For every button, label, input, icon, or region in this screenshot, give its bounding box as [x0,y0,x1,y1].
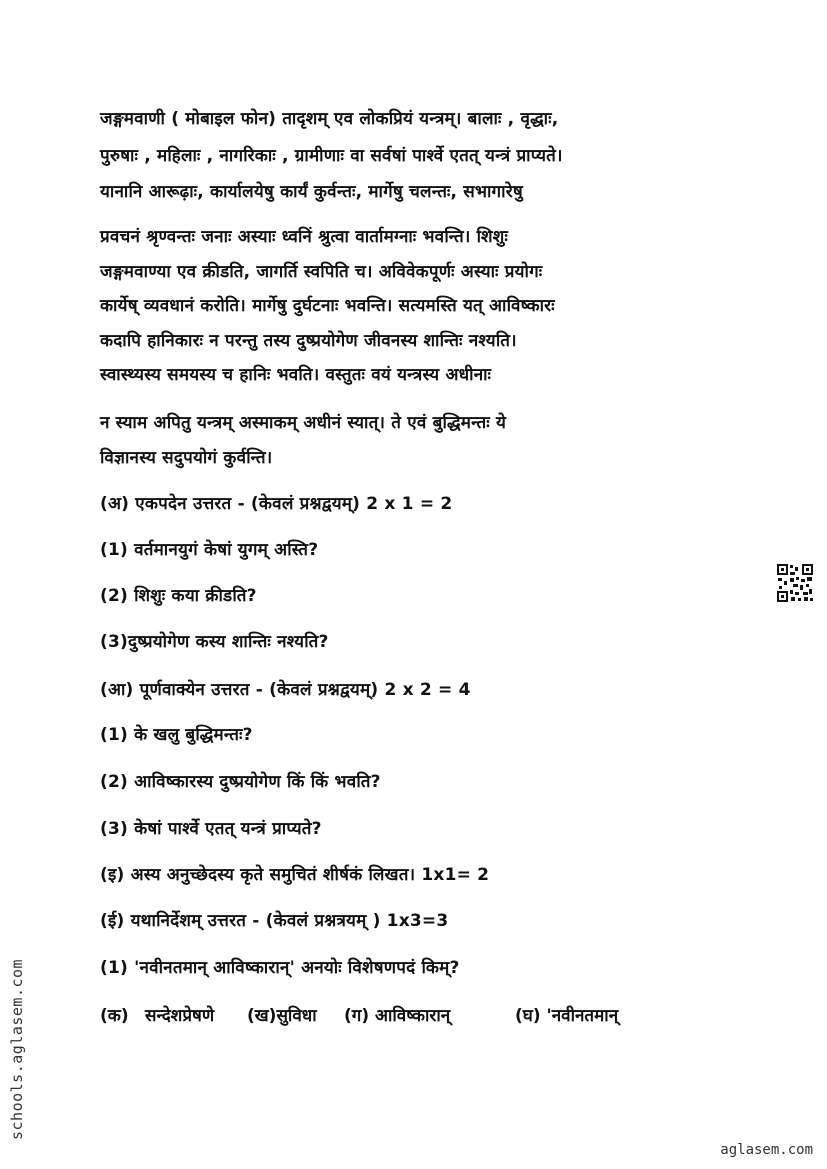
passage-line: न स्याम अपितु यन्त्रम् अस्माकम् अधीनं स्यात्। ते एवं बुद्धिमन्तः ये [100,413,507,433]
section-heading: (अ) एकपदेन उत्तरत - (केवलं प्रश्नद्वयम्) 2 x 1 = 2 [100,494,453,514]
question-item: (1) वर्तमानयुगं केषां युगम् अस्ति? [100,540,319,560]
passage-line: यानानि आरूढ़ाः, कार्यालयेषु कार्यं कुर्वन्तः, मार्गेषु चलन्तः, सभागारेषु [100,182,523,202]
passage-line: जङ्गमवाणी ( मोबाइल फोन) तादृशम् एव लोकप्रियं यन्त्रम्। बालाः , वृद्धाः, [100,109,559,129]
option-text-a: सन्देशप्रेषणे [145,1006,215,1026]
passage-line: स्वास्थ्यस्य समयस्य च हानिः भवति। वस्तुतः वयं यन्त्रस्य अधीनाः [100,365,492,385]
passage-line: पुरुषाः , महिलाः , नागरिकाः , ग्रामीणाः वा सर्वषां पार्श्वे एतत् यन्त्रं प्राप्यते। [100,146,563,166]
question-item: (2) आविष्कारस्य दुष्प्रयोगेण किं किं भवति? [100,772,381,792]
option-d: (घ) 'नवीनतमान् [515,1006,619,1026]
passage-line: कार्येष् व्यवधानं करोति। मार्गेषु दुर्घटनाः भवन्ति। सत्यमस्ति यत् आविष्कारः [100,296,555,316]
section-heading: (ई) यथानिर्देशम् उत्तरत - (केवलं प्रश्नत्रयम् ) 1x3=3 [100,911,449,931]
section-heading: (आ) पूर्णवाक्येन उत्तरत - (केवलं प्रश्नद्वयम्) 2 x 2 = 4 [100,680,471,700]
option-c: (ग) आविष्कारान् [344,1006,451,1026]
passage-line: कदापि हानिकारः न परन्तु तस्य दुष्प्रयोगेण जीवनस्य शान्तिः नश्यति। [100,331,517,351]
question-item: (1) के खलु बुद्धिमन्तः? [100,725,253,745]
question-item: (3) केषां पार्श्वे एतत् यन्त्रं प्राप्यते? [100,819,322,839]
option-b: (ख)सुविधा [247,1006,317,1026]
section-heading: (इ) अस्य अनुच्छेदस्य कृते समुचितं शीर्षकं लिखत। 1x1= 2 [100,865,490,885]
qr-code-icon [776,563,814,603]
passage-line: जङ्गमवाण्या एव क्रीडति, जागर्ति स्वपिति च। अविवेकपूर्णः अस्याः प्रयोगः [100,262,543,282]
option-label-a: (क) [100,1006,129,1026]
passage-line: विज्ञानस्य सदुपयोगं कुर्वन्ति। [100,448,273,468]
side-watermark: schools.aglasem.com [8,958,26,1140]
footer-watermark: aglasem.com [720,1142,813,1158]
question-item: (1) 'नवीनतमान् आविष्कारान्' अनयोः विशेषणपदं किम्? [100,958,460,978]
passage-line: प्रवचनं श्रृण्वन्तः जनाः अस्याः ध्वनिं श्रुत्वा वार्तामग्नाः भवन्ति। शिशुः [100,227,508,247]
question-item: (3)दुष्प्रयोगेण कस्य शान्तिः नश्यति? [100,632,329,652]
question-item: (2) शिशुः कया क्रीडति? [100,586,257,606]
